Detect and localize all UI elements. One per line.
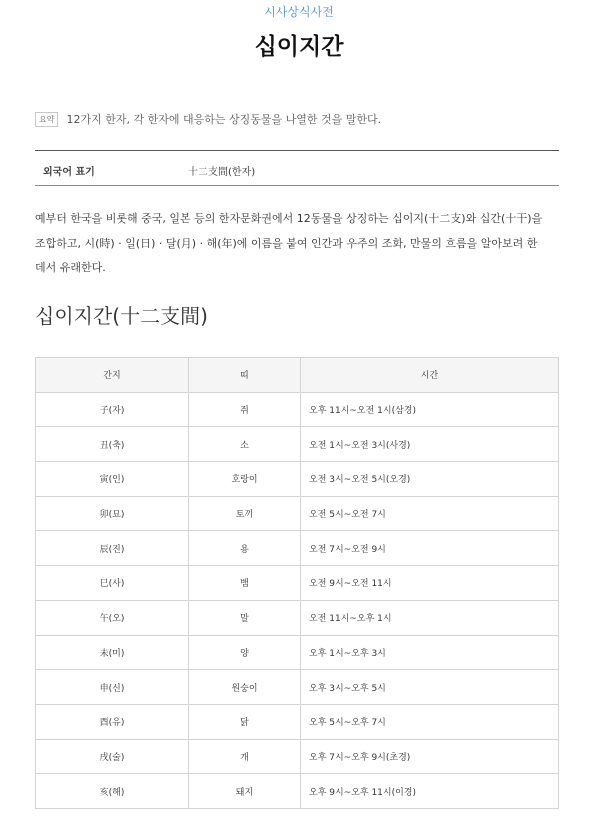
cell-ganji: 申(신): [36, 670, 189, 705]
header-ganji: 간지: [36, 358, 189, 393]
cell-ganji: 子(자): [36, 392, 189, 427]
summary-tag: 요약: [35, 112, 58, 127]
cell-time: 오전 11시~오후 1시: [301, 600, 559, 635]
cell-time: 오전 1시~오전 3시(사경): [301, 427, 559, 462]
cell-ganji: 午(오): [36, 600, 189, 635]
table-row: [36, 392, 559, 427]
cell-ddi: 뱀: [189, 566, 301, 601]
cell-ganji: 未(미): [36, 635, 189, 670]
cell-ddi: 원숭이: [189, 670, 301, 705]
cell-ddi: 토끼: [189, 496, 301, 531]
table-row: [36, 531, 559, 566]
cell-ganji: 亥(해): [36, 774, 189, 809]
table-row: [36, 566, 559, 601]
cell-time: 오전 3시~오전 5시(오경): [301, 462, 559, 497]
table-row: [36, 704, 559, 739]
body-paragraph: 예부터 한국을 비롯해 중국, 일본 등의 한자문화권에서 12동물을 상징하는 십이지(十二支)와 십간(十干)을 조합하고, 시(時) · 일(日) · 달(月) · 해(年)에 이름을 붙여 인간과 우주의 조화, 만물의 흐름을 알아보려 한 데서 유래한다.: [35, 212, 543, 274]
foreign-notation-label: 외국어 표기: [43, 167, 95, 178]
table-row: [36, 496, 559, 531]
source-dictionary-link[interactable]: 시사상식사전: [264, 5, 334, 19]
foreign-notation-value: 十二支間(한자): [188, 167, 256, 178]
cell-ganji: 寅(인): [36, 462, 189, 497]
summary: [35, 111, 560, 127]
cell-ddi: 돼지: [189, 774, 301, 809]
cell-ddi: 개: [189, 739, 301, 774]
table-row: [36, 635, 559, 670]
table-row: [36, 739, 559, 774]
cell-ganji: 辰(진): [36, 531, 189, 566]
table-row: [36, 462, 559, 497]
cell-time: 오전 7시~오전 9시: [301, 531, 559, 566]
foreign-notation-row: [35, 150, 559, 186]
cell-ddi: 쥐: [189, 392, 301, 427]
header-time: 시간: [301, 358, 559, 393]
cell-time: 오후 7시~오후 9시(초경): [301, 739, 559, 774]
cell-time: 오후 3시~오후 5시: [301, 670, 559, 705]
cell-ddi: 말: [189, 600, 301, 635]
table-row: [36, 600, 559, 635]
cell-ganji: 戌(술): [36, 739, 189, 774]
header-ddi: 띠: [189, 358, 301, 393]
cell-time: 오후 1시~오후 3시: [301, 635, 559, 670]
cell-time: 오전 5시~오전 7시: [301, 496, 559, 531]
cell-time: 오후 5시~오후 7시: [301, 704, 559, 739]
page-title: 십이지간: [254, 34, 344, 60]
cell-ddi: 용: [189, 531, 301, 566]
table-row: [36, 427, 559, 462]
section-heading: 십이지간(十二支間): [35, 304, 208, 328]
cell-ddi: 양: [189, 635, 301, 670]
cell-ddi: 소: [189, 427, 301, 462]
table-header-row: [36, 358, 559, 393]
cell-ganji: 丑(축): [36, 427, 189, 462]
table-row: [36, 670, 559, 705]
cell-ganji: 酉(유): [36, 704, 189, 739]
cell-time: 오후 9시~오후 11시(이경): [301, 774, 559, 809]
cell-time: 오후 11시~오전 1시(삼경): [301, 392, 559, 427]
cell-ddi: 닭: [189, 704, 301, 739]
cell-time: 오전 9시~오전 11시: [301, 566, 559, 601]
zodiac-table: [35, 357, 559, 809]
cell-ganji: 卯(묘): [36, 496, 189, 531]
cell-ddi: 호랑이: [189, 462, 301, 497]
table-row: [36, 774, 559, 809]
cell-ganji: 巳(사): [36, 566, 189, 601]
summary-text: 12가지 한자, 각 한자에 대응하는 상징동물을 나열한 것을 말한다.: [66, 113, 382, 126]
